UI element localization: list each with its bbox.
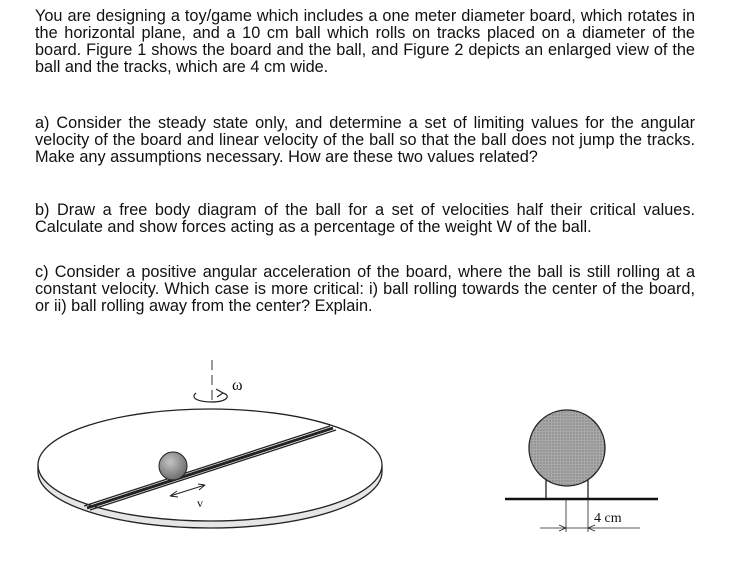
- track-width-label: 4 cm: [594, 511, 622, 526]
- figure1-board: [38, 360, 382, 528]
- omega-label: ω: [232, 377, 243, 394]
- omega-arrow: [194, 393, 227, 402]
- figures: [0, 340, 729, 569]
- question-part-c: c) Consider a positive angular acceleration of the board, where the ball is still rolling at a constant velocity. Which case is more critical: i) ball rolling towards the center of the board, or ii) ball rolling away from the center? Explain.: [35, 263, 695, 315]
- problem-intro: You are designing a toy/game which includes a one meter diameter board, which rotates in the horizontal plane, and a 10 cm ball which rolls on tracks placed on a diameter of the board. Figure 1 shows the board and the ball, and Figure 2 depicts an enlarged view of the ball and the tracks, which are 4 cm wide.: [35, 7, 695, 76]
- question-part-b: b) Draw a free body diagram of the ball for a set of velocities half their critical values. Calculate and show forces acting as a percentage of the weight W of the ball.: [35, 201, 695, 236]
- ball: [159, 452, 187, 480]
- question-part-a: a) Consider the steady state only, and determine a set of limiting values for the angular velocity of the board and linear velocity of the ball so that the ball does not jump the tracks. Make any assumptions necessary. How are these two values related?: [35, 114, 695, 166]
- velocity-label: v: [197, 496, 203, 510]
- figure2-ball-detail: [505, 410, 658, 532]
- ball-enlarged: [529, 410, 605, 486]
- omega-arrow-head: [216, 389, 223, 397]
